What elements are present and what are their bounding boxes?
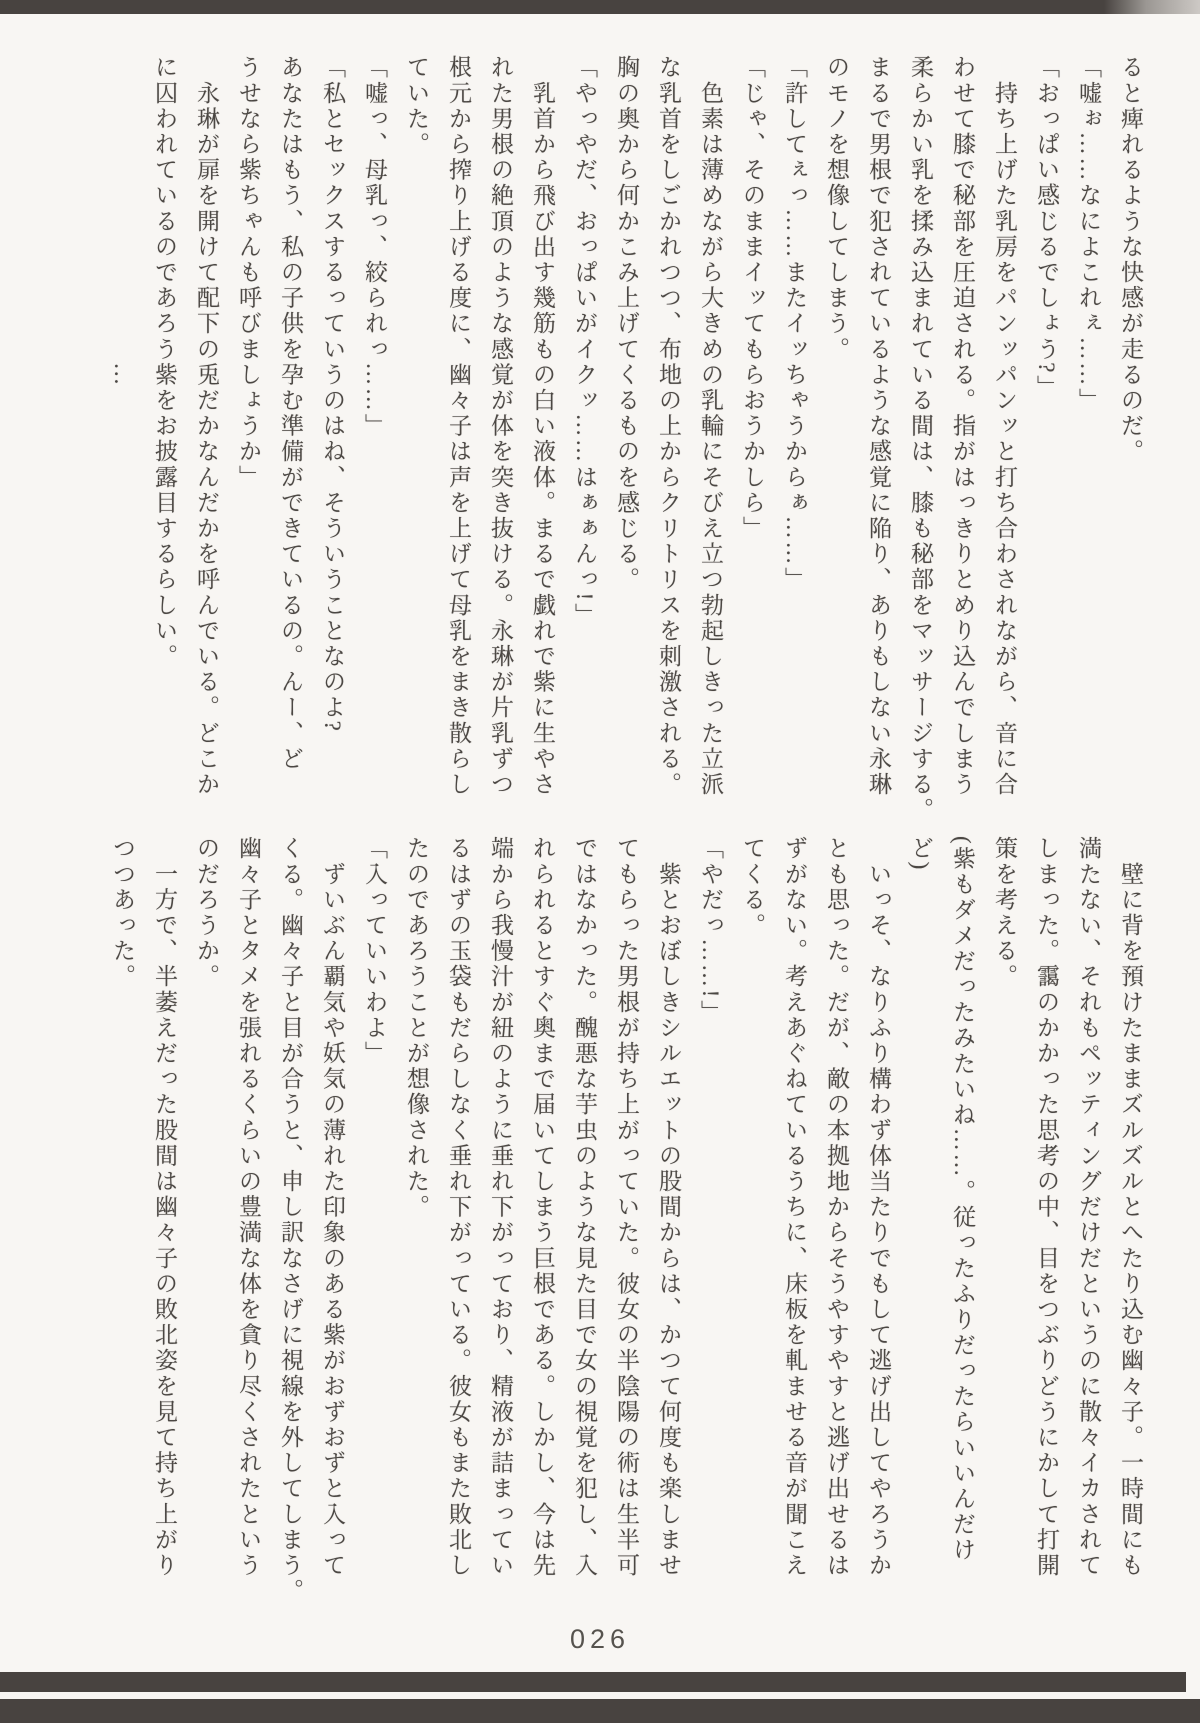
text-column: ではなかった。醜悪な芋虫のような見た目で女の視覚を犯し、入	[572, 836, 597, 1579]
story-text-block-top	[92, 55, 1143, 823]
text-column: まるで男根で犯されているような感覚に陥り、ありもしない永琳	[866, 55, 891, 798]
text-column: とも思った。だが、敵の本拠地からそうやすやすと逃げ出せるは	[824, 836, 849, 1579]
text-column: 持ち上げた乳房をパンッパンッと打ち合わされながら、音に合	[992, 55, 1017, 798]
text-column: しまった。靄のかかった思考の中、目をつぶりどうにかして打開	[1034, 836, 1059, 1579]
text-column: 胸の奥から何かこみ上げてくるものを感じる。	[614, 55, 639, 593]
text-column: 壁に背を預けたままズルズルとへたり込む幽々子。一時間にも	[1118, 836, 1143, 1579]
text-column: …	[110, 55, 135, 388]
text-column: てくる。	[740, 836, 765, 939]
bottom-edge-bar-upper	[0, 1672, 1186, 1692]
text-column: てもらった男根が持ち上がっていた。彼女の半陰陽の術は生半可	[614, 836, 639, 1579]
text-column: れた男根の絶頂のような感覚が体を突き抜ける。永琳が片乳ずつ	[488, 55, 513, 798]
text-column: 「嘘っ、母乳っ、絞られっ……」	[362, 55, 387, 439]
text-column: 策を考える。	[992, 836, 1017, 990]
text-column: 「やだっ……!」	[698, 836, 723, 1026]
text-column: 乳首から飛び出す幾筋もの白い液体。まるで戯れで紫に生やさ	[530, 55, 555, 798]
text-column: ると痺れるような快感が走るのだ。	[1118, 55, 1143, 465]
text-column: 紫とおぼしきシルエットの股間からは、かつて何度も楽しませ	[656, 836, 681, 1579]
text-column: 「嘘ぉ……なによこれぇ……」	[1076, 55, 1101, 414]
text-column: たのであろうことが想像された。	[404, 836, 429, 1220]
text-column: 満たない、それもペッティングだけだというのに散々イカされて	[1076, 836, 1101, 1579]
text-column: わせて膝で秘部を圧迫される。指がはっきりとめり込んでしまう	[950, 55, 975, 798]
text-column: 「許してぇっ……またイッちゃうからぁ……」	[782, 55, 807, 593]
text-column: れられるとすぐ奥まで届いてしまう巨根である。しかし、今は先	[530, 836, 555, 1579]
text-column: ど)	[908, 836, 933, 872]
text-column: 根元から搾り上げる度に、幽々子は声を上げて母乳をまき散らし	[446, 55, 471, 798]
text-column: 柔らかい乳を揉み込まれている間は、膝も秘部をマッサージする。	[908, 55, 933, 823]
story-text-block-bottom	[92, 836, 1143, 1604]
text-column: 「おっぱい感じるでしょう?」	[1034, 55, 1059, 401]
text-column: つつあった。	[110, 836, 135, 990]
text-column: くる。幽々子と目が合うと、申し訳なさげに視線を外してしまう。	[278, 836, 303, 1604]
text-column: に囚われているのであろう紫をお披露目するらしい。	[152, 55, 177, 670]
text-column: ていた。	[404, 55, 429, 158]
page-number: 026	[569, 1624, 631, 1654]
text-column: いっそ、なりふり構わず体当たりでもして逃げ出してやろうか	[866, 836, 891, 1579]
text-column: あなたはもう、私の子供を孕む準備ができているの。んー、ど	[278, 55, 303, 772]
text-column: 色素は薄めながら大きめの乳輪にそびえ立つ勃起しきった立派	[698, 55, 723, 798]
text-column: 端から我慢汁が紐のように垂れ下がっており、精液が詰まってい	[488, 836, 513, 1579]
text-column: 「入っていいわよ」	[362, 836, 387, 1067]
text-column: 「やっやだ、おっぱいがイクッ……はぁぁんっ!」	[572, 55, 597, 629]
text-column: のだろうか。	[194, 836, 219, 990]
text-column: な乳首をしごかれつつ、布地の上からクリトリスを刺激される。	[656, 55, 681, 798]
text-column: 永琳が扉を開けて配下の兎だかなんだかを呼んでいる。どこか	[194, 55, 219, 798]
text-column: るはずの玉袋もだらしなく垂れ下がっている。彼女もまた敗北し	[446, 836, 471, 1579]
top-edge-bar	[0, 0, 1200, 14]
text-column: 「じゃ、そのままイッてもらおうかしら」	[740, 55, 765, 542]
text-column: うせなら紫ちゃんも呼びましょうか」	[236, 55, 261, 491]
text-column: 「私とセックスするっていうのはね、そういうことなのよ?	[320, 55, 345, 734]
text-column: 幽々子とタメを張れるくらいの豊満な体を貪り尽くされたという	[236, 836, 261, 1579]
text-column: ずいぶん覇気や妖気の薄れた印象のある紫がおずおずと入って	[320, 836, 345, 1579]
text-column: 一方で、半萎えだった股間は幽々子の敗北姿を見て持ち上がり	[152, 836, 177, 1579]
text-column: のモノを想像してしまう。	[824, 55, 849, 363]
text-column: (紫もダメだったみたいね……。従ったふりだったらいいんだけ	[950, 836, 975, 1564]
bottom-edge-bar-lower	[0, 1699, 1200, 1723]
text-column: ずがない。考えあぐねているうちに、床板を軋ませる音が聞こえ	[782, 836, 807, 1579]
